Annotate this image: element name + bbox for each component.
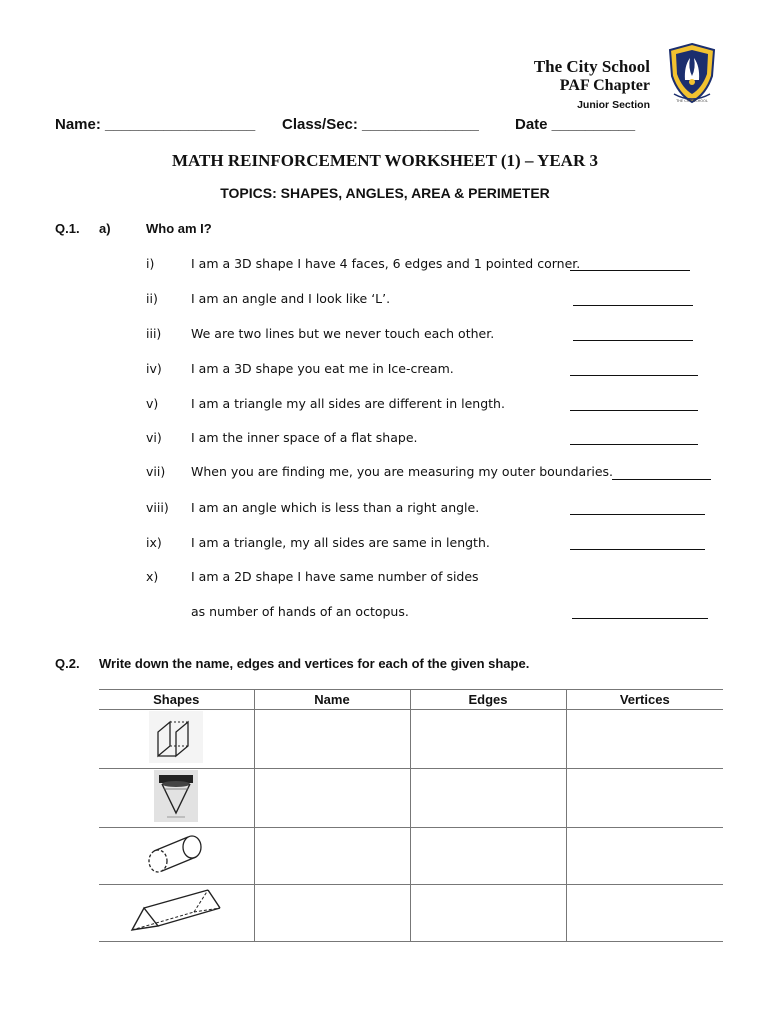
triangular-prism-icon xyxy=(128,886,224,936)
edges-answer-cell[interactable] xyxy=(410,885,566,942)
table-row xyxy=(99,828,723,885)
q1-heading: Who am I? xyxy=(146,221,212,236)
table-row xyxy=(99,885,723,942)
vertices-answer-cell[interactable] xyxy=(566,828,723,885)
answer-blank[interactable] xyxy=(570,549,705,550)
worksheet-topics: TOPICS: SHAPES, ANGLES, AREA & PERIMETER xyxy=(220,185,550,201)
item-number: ix) xyxy=(146,535,162,550)
shapes-table xyxy=(99,689,723,942)
answer-blank[interactable] xyxy=(570,444,698,445)
column-header-vertices: Vertices xyxy=(566,690,723,710)
q1-part: a) xyxy=(99,221,111,236)
item-number: v) xyxy=(146,396,159,411)
item-number: vi) xyxy=(146,430,162,445)
name-field[interactable]: Name: __________________ xyxy=(55,116,256,133)
school-crest-logo xyxy=(666,42,718,106)
item-number: iii) xyxy=(146,326,162,341)
item-number: ii) xyxy=(146,291,158,306)
table-row xyxy=(99,710,723,769)
table-header-row xyxy=(99,690,723,710)
item-text: When you are finding me, you are measuring my outer boundaries. xyxy=(191,464,614,479)
answer-blank[interactable] xyxy=(570,270,690,271)
column-header-edges: Edges xyxy=(410,690,566,710)
vertices-answer-cell[interactable] xyxy=(566,710,723,769)
item-text: I am an angle and I look like ‘L’. xyxy=(191,291,391,306)
answer-blank[interactable] xyxy=(612,479,711,480)
edges-answer-cell[interactable] xyxy=(410,828,566,885)
crest-lettering: THE CITY SCHOOL xyxy=(676,99,708,103)
shape-cell xyxy=(99,885,254,942)
item-text: I am the inner space of a flat shape. xyxy=(191,430,418,445)
answer-blank[interactable] xyxy=(570,375,698,376)
class-section-field[interactable]: Class/Sec: ______________ xyxy=(282,116,479,133)
shape-cell xyxy=(99,828,254,885)
shape-cell xyxy=(99,769,254,828)
item-text: I am a 3D shape you eat me in Ice-cream. xyxy=(191,361,454,376)
answer-blank[interactable] xyxy=(573,340,693,341)
open-prism-icon xyxy=(148,710,204,764)
name-answer-cell[interactable] xyxy=(254,885,410,942)
vertices-answer-cell[interactable] xyxy=(566,885,723,942)
item-text: I am a triangle, my all sides are same in length. xyxy=(191,535,490,550)
item-text: I am an angle which is less than a right angle. xyxy=(191,500,480,515)
item-number: i) xyxy=(146,256,155,271)
edges-answer-cell[interactable] xyxy=(410,710,566,769)
item-text: We are two lines but we never touch each other. xyxy=(191,326,495,341)
item-number: iv) xyxy=(146,361,162,376)
answer-blank[interactable] xyxy=(570,410,698,411)
edges-answer-cell[interactable] xyxy=(410,769,566,828)
column-header-shapes: Shapes xyxy=(99,690,254,710)
date-field[interactable]: Date __________ xyxy=(515,116,636,133)
vertices-answer-cell[interactable] xyxy=(566,769,723,828)
column-header-name: Name xyxy=(254,690,410,710)
shape-cell xyxy=(99,710,254,769)
item-text: I am a triangle my all sides are different in length. xyxy=(191,396,505,411)
item-number: vii) xyxy=(146,464,166,479)
cylinder-icon xyxy=(144,831,208,877)
school-section: Junior Section xyxy=(577,99,650,111)
name-answer-cell[interactable] xyxy=(254,828,410,885)
q2-instruction: Write down the name, edges and vertices for each of the given shape. xyxy=(99,656,530,671)
cone-icon xyxy=(153,769,199,823)
item-number: viii) xyxy=(146,500,169,515)
item-text: I am a 3D shape I have 4 faces, 6 edges and 1 pointed corner. xyxy=(191,256,581,271)
school-chapter: PAF Chapter xyxy=(559,77,650,94)
answer-blank[interactable] xyxy=(570,514,705,515)
q1-number: Q.1. xyxy=(55,221,80,236)
answer-blank[interactable] xyxy=(573,305,693,306)
worksheet-title: MATH REINFORCEMENT WORKSHEET (1) – YEAR 3 xyxy=(172,151,598,170)
school-name: The City School xyxy=(533,57,650,76)
item-number: x) xyxy=(146,569,159,584)
answer-blank[interactable] xyxy=(572,618,708,619)
item-text-continued: as number of hands of an octopus. xyxy=(191,604,409,619)
item-text: I am a 2D shape I have same number of sides xyxy=(191,569,479,584)
table-row xyxy=(99,769,723,828)
q2-number: Q.2. xyxy=(55,656,80,671)
name-answer-cell[interactable] xyxy=(254,769,410,828)
name-answer-cell[interactable] xyxy=(254,710,410,769)
